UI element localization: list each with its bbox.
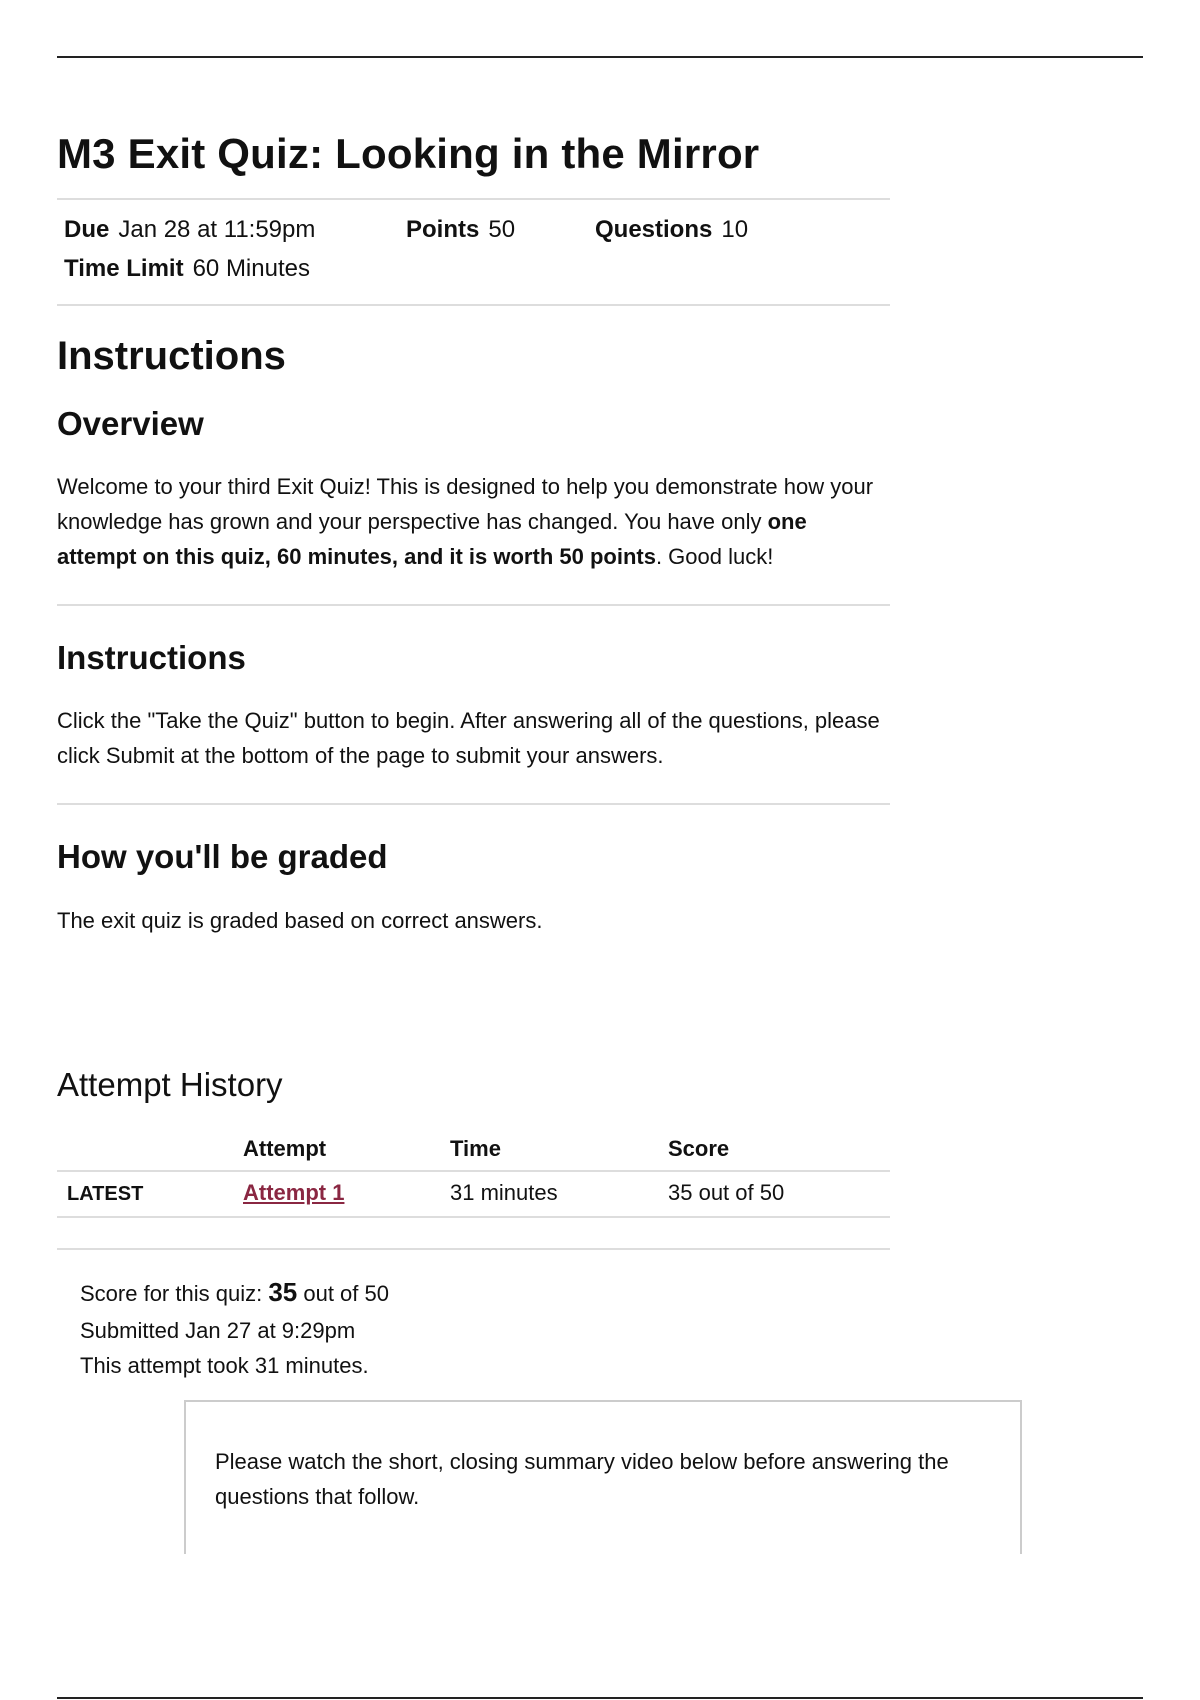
attempt-time: 31 minutes: [450, 1180, 558, 1205]
section-divider: [57, 1248, 890, 1250]
page-title: M3 Exit Quiz: Looking in the Mirror: [57, 130, 760, 177]
due-value: Jan 28 at 11:59pm: [118, 216, 316, 243]
points: [406, 216, 515, 244]
overview-text-end: . Good luck!: [655, 544, 774, 569]
attempt-duration: This attempt took 31 minutes.: [80, 1353, 369, 1378]
attempt-1-link[interactable]: Attempt 1: [243, 1180, 345, 1205]
grading-heading: How you'll be graded: [57, 838, 388, 875]
score-value: 35: [268, 1277, 298, 1307]
column-header-attempt: Attempt: [243, 1136, 327, 1161]
time-limit-label: Time Limit: [64, 255, 184, 282]
video-note-box: [184, 1400, 1022, 1554]
questions-count: [595, 216, 748, 244]
grading-text: The exit quiz is graded based on correct answers.: [57, 908, 543, 933]
overview-text-bold: one attempt on this quiz, 60 minutes, and it is worth 50 points: [57, 509, 807, 569]
bottom-rule: [57, 1697, 1143, 1699]
overview-text-part: Welcome to your third Exit Quiz! This is designed to help you demonstrate how your knowledge has grown and your perspective has changed. You have only: [57, 474, 874, 534]
attempt-score: 35 out of 50: [668, 1180, 785, 1205]
time-limit-value: 60 Minutes: [192, 255, 310, 282]
time-limit: [64, 255, 310, 283]
instructions-subheading: Instructions: [57, 639, 246, 676]
section-divider: [57, 803, 890, 805]
top-rule: [57, 56, 1143, 58]
points-label: Points: [406, 216, 480, 243]
overview-text: [57, 469, 890, 574]
table-header: [57, 1128, 890, 1172]
due-label: Due: [64, 216, 110, 243]
latest-badge: LATEST: [67, 1183, 144, 1205]
questions-value: 10: [721, 216, 749, 243]
score-suffix: out of 50: [297, 1281, 389, 1306]
video-note-text: Please watch the short, closing summary video below before answering the questions that follow.: [215, 1449, 949, 1509]
section-divider: [57, 604, 890, 606]
overview-heading: Overview: [57, 405, 204, 442]
attempt-history-title: Attempt History: [57, 1066, 283, 1103]
instructions-text: Click the "Take the Quiz" button to begin. After answering all of the questions, please click Submit at the bottom of the page to submit your answers.: [57, 708, 880, 768]
instructions-heading: Instructions: [57, 334, 286, 378]
points-value: 50: [488, 216, 516, 243]
column-header-time: Time: [450, 1136, 501, 1161]
score-prefix: Score for this quiz:: [80, 1281, 269, 1306]
questions-label: Questions: [595, 216, 713, 243]
quiz-score: [80, 1277, 780, 1308]
column-header-score: Score: [668, 1136, 730, 1161]
table-row: [57, 1172, 890, 1218]
due-date: [64, 216, 315, 244]
quiz-details: [57, 198, 890, 306]
submitted-date: Submitted Jan 27 at 9:29pm: [80, 1318, 356, 1343]
